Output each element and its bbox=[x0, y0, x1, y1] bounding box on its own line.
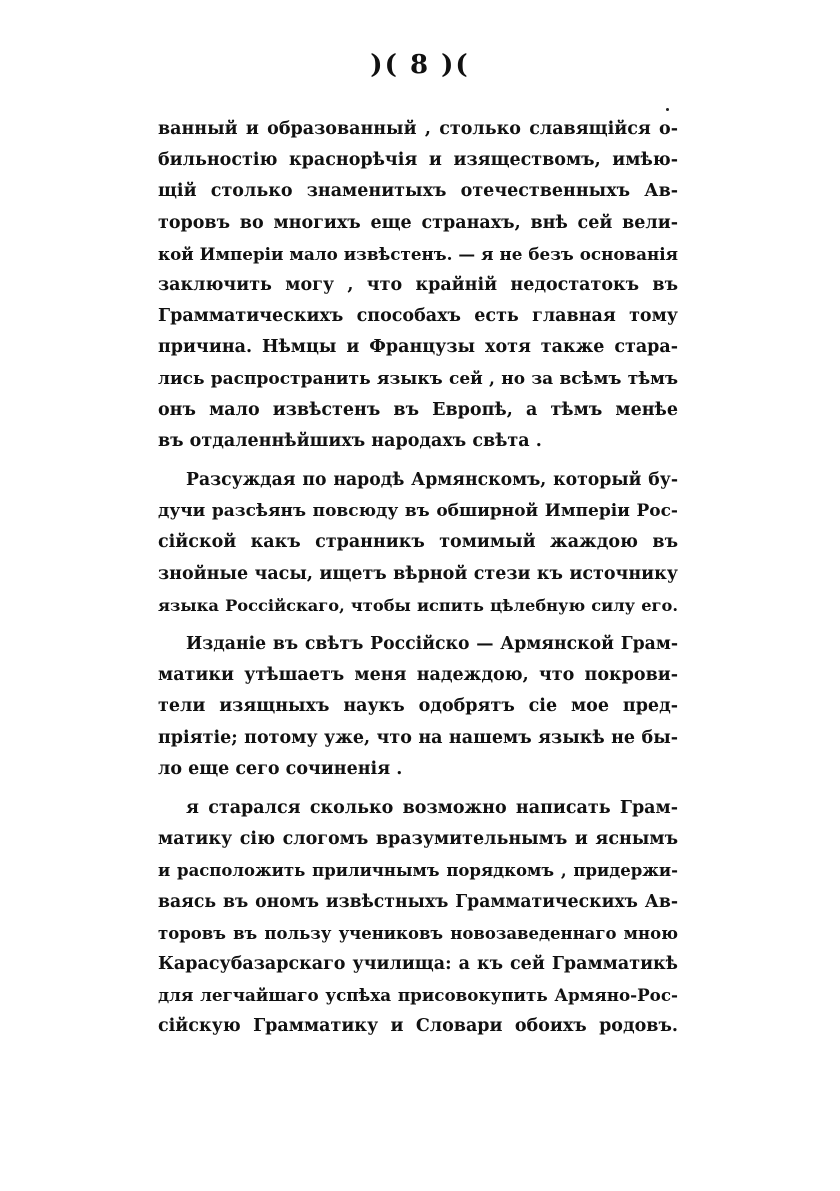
text-line: кой Имперіи мало извѣстенъ. — я не безъ основанія bbox=[158, 243, 678, 264]
text-line: заключить могу , что крайній недостатокъ въ bbox=[158, 274, 678, 295]
text-line: и расположить приличнымъ порядкомъ , придержи- bbox=[158, 861, 678, 881]
print-speck bbox=[666, 108, 669, 111]
text-line: матику сію слогомъ вразумительнымъ и яснымъ bbox=[158, 829, 678, 850]
text-line: Изданіе въ свѣтъ Россійско — Армянской Грам- bbox=[186, 634, 678, 654]
text-line: тели изящныхъ наукъ одобрятъ сіе мое пред- bbox=[158, 696, 678, 717]
paragraph-1 bbox=[158, 114, 678, 457]
text-line: ло еще сего сочиненія . bbox=[158, 758, 403, 779]
text-line: я старался сколько возможно написать Грам- bbox=[186, 797, 678, 818]
text-line: въ отдаленнѣйшихъ народахъ свѣта . bbox=[158, 430, 542, 451]
text-line: торовъ во многихъ еще странахъ, внѣ сей вели- bbox=[158, 212, 678, 233]
text-line: лись распространить языкъ сей , но за всѣмъ тѣмъ bbox=[158, 368, 678, 389]
text-line: Карасубазарскаго училища: а къ сей Грамматикѣ bbox=[158, 953, 678, 974]
text-line: знойные часы, ищетъ вѣрной стези къ источнику bbox=[158, 563, 678, 584]
text-line: торовъ въ пользу учениковъ новозаведеннаго мною bbox=[158, 923, 678, 943]
text-line: пріятіе; потому уже, что на нашемъ языкѣ не бы- bbox=[158, 727, 678, 748]
text-line: Разсуждая по народѣ Армянскомъ, который бу- bbox=[186, 470, 678, 491]
text-line: для легчайшаго успѣха присовокупить Армяно-Рос- bbox=[158, 985, 678, 1006]
paragraph-4 bbox=[158, 793, 678, 1043]
text-line: ванный и образованный , столько славящійся о- bbox=[158, 119, 678, 139]
text-line: бильностію краснорѣчія и изяществомъ, имѣю- bbox=[158, 150, 678, 171]
text-line: причина. Нѣмцы и Французы хотя также стара- bbox=[158, 337, 678, 358]
text-line: языка Россійскаго, чтобы испить цѣлебную силу его. bbox=[158, 595, 678, 615]
text-line: сійскую Грамматику и Словари обоихъ родовъ. bbox=[158, 1016, 678, 1037]
text-line: Грамматическихъ способахъ есть главная тому bbox=[158, 306, 678, 327]
paragraph-3 bbox=[158, 629, 678, 785]
text-line: дучи разсѣянъ повсюду въ обширной Имперіи Рос- bbox=[158, 501, 678, 522]
text-line: ваясь въ ономъ извѣстныхъ Грамматическихъ Ав- bbox=[158, 891, 678, 912]
text-line: щій столько знаменитыхъ отечественныхъ Ав- bbox=[158, 181, 678, 202]
text-line: матики утѣшаетъ меня надеждою, что покрови- bbox=[158, 665, 678, 686]
paragraph-2 bbox=[158, 465, 678, 621]
page-number: )( 8 )( bbox=[370, 50, 470, 80]
text-line: сійской какъ странникъ томимый жаждою въ bbox=[158, 532, 678, 553]
text-line: онъ мало извѣстенъ въ Европѣ, а тѣмъ менѣе bbox=[158, 399, 678, 420]
body-text bbox=[158, 114, 678, 1042]
